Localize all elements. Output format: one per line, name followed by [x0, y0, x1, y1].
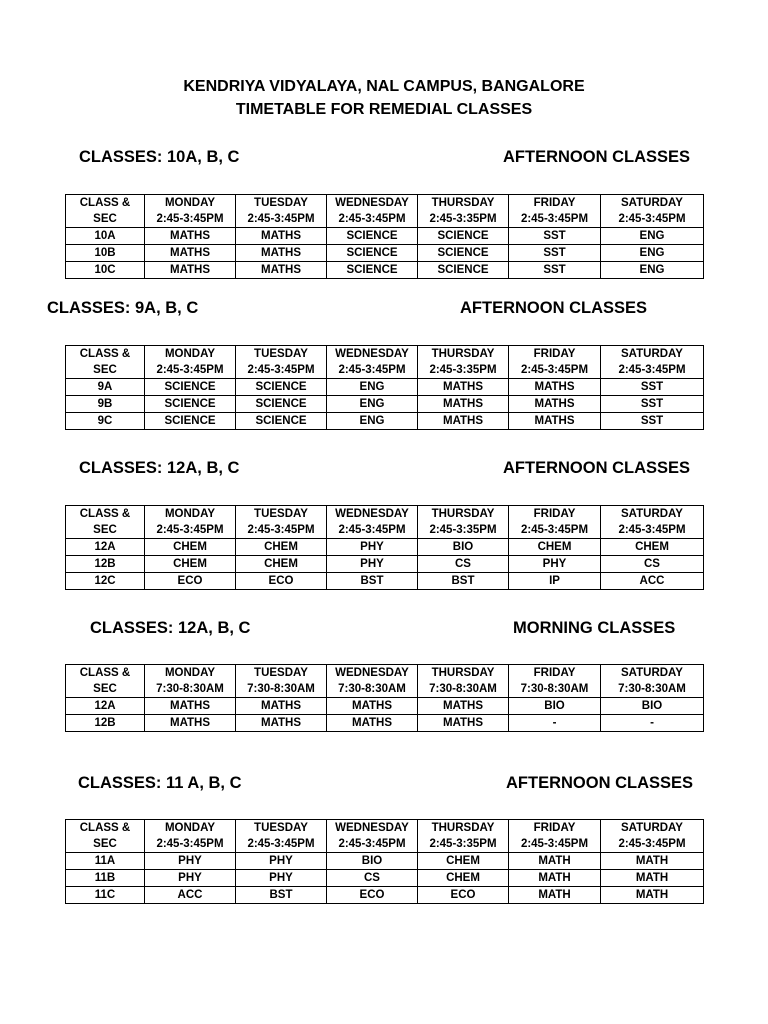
table-row	[66, 539, 704, 556]
day-header: TUESDAY	[236, 665, 327, 682]
table-row	[66, 853, 704, 870]
section-classes-heading: CLASSES: 12A, B, C	[90, 619, 251, 637]
subject-cell: MATHS	[418, 698, 509, 715]
subject-cell: SCIENCE	[327, 228, 418, 245]
subject-cell: MATHS	[145, 228, 236, 245]
table-row	[66, 413, 704, 430]
class-sec-header: SEC	[66, 211, 145, 228]
section-session-heading: AFTERNOON CLASSES	[506, 774, 694, 792]
subject-cell: ENG	[601, 228, 704, 245]
section-cell: 11C	[66, 887, 145, 904]
subject-cell: ECO	[236, 573, 327, 590]
subject-cell: SCIENCE	[145, 379, 236, 396]
section-cell: 12B	[66, 556, 145, 573]
subject-cell: SCIENCE	[327, 262, 418, 279]
table-row	[66, 870, 704, 887]
subject-cell: SCIENCE	[145, 413, 236, 430]
day-header: FRIDAY	[509, 346, 601, 363]
class-sec-header: SEC	[66, 836, 145, 853]
section-cell: 12A	[66, 539, 145, 556]
timetable-table	[65, 194, 704, 279]
class-sec-header: CLASS &	[66, 195, 145, 212]
section-session-heading: AFTERNOON CLASSES	[460, 299, 648, 317]
subject-cell: MATH	[601, 853, 704, 870]
day-header: WEDNESDAY	[327, 195, 418, 212]
subject-cell: BIO	[418, 539, 509, 556]
section-classes-heading: CLASSES: 12A, B, C	[79, 459, 240, 477]
timetable-table	[65, 819, 704, 904]
class-sec-header: CLASS &	[66, 665, 145, 682]
subject-cell: BIO	[601, 698, 704, 715]
section-cell: 10B	[66, 245, 145, 262]
section-cell: 12B	[66, 715, 145, 732]
header-row-times	[66, 362, 704, 379]
table-row	[66, 887, 704, 904]
day-header: THURSDAY	[418, 346, 509, 363]
day-header: MONDAY	[145, 195, 236, 212]
header-row-times	[66, 211, 704, 228]
time-header: 2:45-3:45PM	[236, 211, 327, 228]
header-row-days	[66, 346, 704, 363]
subject-cell: CHEM	[236, 556, 327, 573]
section-cell: 10A	[66, 228, 145, 245]
subject-cell: MATH	[601, 870, 704, 887]
subject-cell: BIO	[327, 853, 418, 870]
day-header: THURSDAY	[418, 665, 509, 682]
subject-cell: -	[509, 715, 601, 732]
subject-cell: ECO	[145, 573, 236, 590]
section-classes-heading: CLASSES: 11 A, B, C	[78, 774, 242, 792]
day-header: THURSDAY	[418, 506, 509, 523]
subject-cell: MATH	[509, 870, 601, 887]
subject-cell: MATHS	[418, 396, 509, 413]
time-header: 2:45-3:45PM	[327, 836, 418, 853]
subject-cell: ACC	[145, 887, 236, 904]
time-header: 7:30-8:30AM	[418, 681, 509, 698]
table-row	[66, 715, 704, 732]
day-header: MONDAY	[145, 346, 236, 363]
time-header: 2:45-3:45PM	[601, 836, 704, 853]
subject-cell: CHEM	[418, 853, 509, 870]
section-session-heading: AFTERNOON CLASSES	[503, 459, 691, 477]
subject-cell: BST	[418, 573, 509, 590]
section-cell: 11A	[66, 853, 145, 870]
subject-cell: MATHS	[327, 698, 418, 715]
subject-cell: ENG	[327, 396, 418, 413]
time-header: 2:45-3:45PM	[601, 522, 704, 539]
time-header: 2:45-3:45PM	[601, 362, 704, 379]
day-header: SATURDAY	[601, 506, 704, 523]
subject-cell: MATHS	[418, 413, 509, 430]
class-sec-header: CLASS &	[66, 820, 145, 837]
section-cell: 12A	[66, 698, 145, 715]
time-header: 7:30-8:30AM	[236, 681, 327, 698]
subject-cell: MATH	[509, 887, 601, 904]
subject-cell: SST	[509, 228, 601, 245]
timetable-table	[65, 505, 704, 590]
timetable-table	[65, 664, 704, 732]
subject-cell: PHY	[145, 870, 236, 887]
header-row-times	[66, 681, 704, 698]
subject-cell: MATHS	[418, 715, 509, 732]
subject-cell: SST	[509, 245, 601, 262]
day-header: SATURDAY	[601, 665, 704, 682]
day-header: SATURDAY	[601, 195, 704, 212]
subject-cell: CHEM	[418, 870, 509, 887]
time-header: 7:30-8:30AM	[145, 681, 236, 698]
subject-cell: SST	[601, 413, 704, 430]
day-header: TUESDAY	[236, 346, 327, 363]
table-row	[66, 396, 704, 413]
day-header: FRIDAY	[509, 195, 601, 212]
subject-cell: MATH	[509, 853, 601, 870]
time-header: 2:45-3:45PM	[509, 362, 601, 379]
subject-cell: -	[601, 715, 704, 732]
header-row-days	[66, 506, 704, 523]
time-header: 2:45-3:45PM	[145, 522, 236, 539]
subject-cell: SCIENCE	[327, 245, 418, 262]
subject-cell: MATHS	[509, 413, 601, 430]
subject-cell: CHEM	[509, 539, 601, 556]
class-sec-header: CLASS &	[66, 506, 145, 523]
day-header: WEDNESDAY	[327, 346, 418, 363]
time-header: 2:45-3:45PM	[327, 522, 418, 539]
table-row	[66, 698, 704, 715]
section-session-heading: AFTERNOON CLASSES	[503, 148, 691, 166]
header-row-times	[66, 522, 704, 539]
time-header: 2:45-3:45PM	[236, 836, 327, 853]
subject-cell: PHY	[509, 556, 601, 573]
day-header: FRIDAY	[509, 820, 601, 837]
section-cell: 12C	[66, 573, 145, 590]
subject-cell: MATHS	[145, 715, 236, 732]
subject-cell: ENG	[327, 413, 418, 430]
table-row	[66, 556, 704, 573]
day-header: WEDNESDAY	[327, 665, 418, 682]
time-header: 2:45-3:45PM	[145, 836, 236, 853]
subject-cell: SCIENCE	[418, 245, 509, 262]
time-header: 2:45-3:45PM	[327, 362, 418, 379]
time-header: 2:45-3:35PM	[418, 362, 509, 379]
day-header: TUESDAY	[236, 195, 327, 212]
subject-cell: MATHS	[236, 228, 327, 245]
day-header: FRIDAY	[509, 665, 601, 682]
subject-cell: ENG	[327, 379, 418, 396]
subject-cell: PHY	[145, 853, 236, 870]
day-header: MONDAY	[145, 665, 236, 682]
subject-cell: SST	[601, 396, 704, 413]
day-header: THURSDAY	[418, 820, 509, 837]
time-header: 2:45-3:35PM	[418, 522, 509, 539]
subject-cell: MATHS	[145, 245, 236, 262]
table-row	[66, 228, 704, 245]
day-header: SATURDAY	[601, 346, 704, 363]
time-header: 2:45-3:45PM	[509, 211, 601, 228]
subject-cell: SCIENCE	[236, 379, 327, 396]
day-header: WEDNESDAY	[327, 820, 418, 837]
school-name: KENDRIYA VIDYALAYA, NAL CAMPUS, BANGALORE	[183, 78, 585, 95]
day-header: SATURDAY	[601, 820, 704, 837]
time-header: 2:45-3:35PM	[418, 836, 509, 853]
subject-cell: MATH	[601, 887, 704, 904]
class-sec-header: SEC	[66, 522, 145, 539]
day-header: FRIDAY	[509, 506, 601, 523]
subject-cell: PHY	[327, 539, 418, 556]
time-header: 2:45-3:45PM	[236, 362, 327, 379]
subject-cell: CS	[418, 556, 509, 573]
day-header: WEDNESDAY	[327, 506, 418, 523]
subject-cell: MATHS	[236, 245, 327, 262]
subject-cell: MATHS	[327, 715, 418, 732]
time-header: 2:45-3:45PM	[145, 362, 236, 379]
subject-cell: MATHS	[509, 379, 601, 396]
time-header: 2:45-3:35PM	[418, 211, 509, 228]
subject-cell: MATHS	[418, 379, 509, 396]
subject-cell: PHY	[236, 853, 327, 870]
header-row-times	[66, 836, 704, 853]
day-header: TUESDAY	[236, 506, 327, 523]
subject-cell: ENG	[601, 262, 704, 279]
subject-cell: SST	[601, 379, 704, 396]
subject-cell: SCIENCE	[236, 396, 327, 413]
subject-cell: MATHS	[236, 715, 327, 732]
day-header: TUESDAY	[236, 820, 327, 837]
section-session-heading: MORNING CLASSES	[513, 619, 676, 637]
section-cell: 10C	[66, 262, 145, 279]
subject-cell: CHEM	[236, 539, 327, 556]
class-sec-header: CLASS &	[66, 346, 145, 363]
subject-cell: PHY	[327, 556, 418, 573]
subject-cell: ACC	[601, 573, 704, 590]
subject-cell: MATHS	[236, 698, 327, 715]
subject-cell: PHY	[236, 870, 327, 887]
subject-cell: SCIENCE	[236, 413, 327, 430]
subject-cell: MATHS	[145, 698, 236, 715]
table-row	[66, 379, 704, 396]
day-header: THURSDAY	[418, 195, 509, 212]
table-row	[66, 573, 704, 590]
subject-cell: ECO	[327, 887, 418, 904]
subject-cell: CHEM	[145, 556, 236, 573]
time-header: 2:45-3:45PM	[509, 836, 601, 853]
day-header: MONDAY	[145, 820, 236, 837]
header-row-days	[66, 665, 704, 682]
subject-cell: SCIENCE	[145, 396, 236, 413]
table-row	[66, 262, 704, 279]
subject-cell: CHEM	[601, 539, 704, 556]
subject-cell: CHEM	[145, 539, 236, 556]
time-header: 7:30-8:30AM	[601, 681, 704, 698]
time-header: 2:45-3:45PM	[601, 211, 704, 228]
section-classes-heading: CLASSES: 10A, B, C	[79, 148, 240, 166]
subject-cell: CS	[601, 556, 704, 573]
section-cell: 11B	[66, 870, 145, 887]
subject-cell: ENG	[601, 245, 704, 262]
time-header: 7:30-8:30AM	[509, 681, 601, 698]
subject-cell: BST	[236, 887, 327, 904]
time-header: 2:45-3:45PM	[236, 522, 327, 539]
subject-cell: SST	[509, 262, 601, 279]
day-header: MONDAY	[145, 506, 236, 523]
subject-cell: BST	[327, 573, 418, 590]
section-cell: 9C	[66, 413, 145, 430]
subject-cell: IP	[509, 573, 601, 590]
time-header: 2:45-3:45PM	[327, 211, 418, 228]
time-header: 2:45-3:45PM	[145, 211, 236, 228]
time-header: 2:45-3:45PM	[509, 522, 601, 539]
section-cell: 9B	[66, 396, 145, 413]
subject-cell: MATHS	[145, 262, 236, 279]
table-row	[66, 245, 704, 262]
section-classes-heading: CLASSES: 9A, B, C	[47, 299, 199, 317]
timetable-table	[65, 345, 704, 430]
document-title: TIMETABLE FOR REMEDIAL CLASSES	[235, 101, 533, 118]
subject-cell: BIO	[509, 698, 601, 715]
subject-cell: SCIENCE	[418, 228, 509, 245]
subject-cell: CS	[327, 870, 418, 887]
header-row-days	[66, 195, 704, 212]
subject-cell: ECO	[418, 887, 509, 904]
header-row-days	[66, 820, 704, 837]
section-cell: 9A	[66, 379, 145, 396]
class-sec-header: SEC	[66, 681, 145, 698]
subject-cell: MATHS	[236, 262, 327, 279]
time-header: 7:30-8:30AM	[327, 681, 418, 698]
subject-cell: SCIENCE	[418, 262, 509, 279]
class-sec-header: SEC	[66, 362, 145, 379]
subject-cell: MATHS	[509, 396, 601, 413]
